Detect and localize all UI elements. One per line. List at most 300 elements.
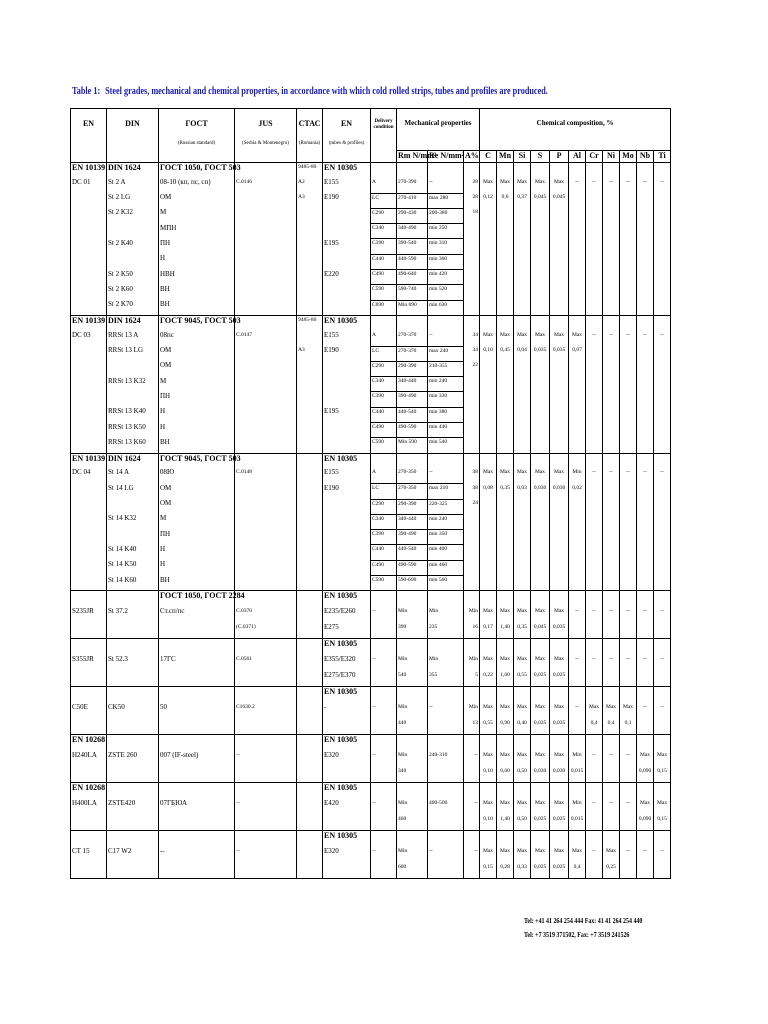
cell-chem — [531, 591, 550, 607]
cell-jus — [235, 208, 297, 223]
cell-chem — [531, 438, 550, 453]
cell-din: St 14 K40 — [107, 545, 159, 560]
cell-en2: EN 10305 — [323, 687, 371, 703]
cell-chem: 0,60 — [497, 767, 514, 783]
cell-jus — [235, 767, 297, 783]
cell-del: LC — [371, 346, 397, 361]
cell-chem: Max — [480, 751, 497, 767]
cell-chem: Min — [569, 468, 586, 483]
cell-chem — [586, 361, 603, 376]
cell-chem — [637, 671, 654, 687]
cell-en2 — [323, 530, 371, 545]
cell-din — [107, 719, 159, 735]
cell-en — [71, 438, 107, 453]
cell-chem — [497, 361, 514, 376]
cell-chem — [620, 285, 637, 300]
cell-din: C17 W2 — [107, 847, 159, 863]
cell-a — [464, 831, 480, 847]
cell-chem — [637, 361, 654, 376]
cell-chem — [497, 163, 514, 178]
cell-chem — [569, 639, 586, 655]
cell-gost: 08пс — [159, 331, 235, 346]
cell-jus — [235, 687, 297, 703]
cell-en2 — [323, 208, 371, 223]
cell-chem: 0,035 — [550, 623, 569, 639]
cell-a — [464, 270, 480, 285]
cell-gost: Н — [159, 545, 235, 560]
cell-chem — [654, 407, 671, 422]
cell-chem: 0,4 — [586, 719, 603, 735]
cell-chem: 0,035 — [550, 719, 569, 735]
cell-en2 — [323, 285, 371, 300]
cell-chem — [654, 423, 671, 438]
cell-en: EN 10139 — [71, 163, 107, 178]
cell-en — [71, 639, 107, 655]
cell-chem — [550, 163, 569, 178]
cell-chem: 0,10 — [480, 767, 497, 783]
cell-chem — [654, 591, 671, 607]
cell-chem — [620, 687, 637, 703]
cell-din: St 52.3 — [107, 655, 159, 671]
cell-chem — [569, 438, 586, 453]
cell-chem — [531, 735, 550, 751]
cell-stas — [297, 671, 323, 687]
cell-chem — [586, 514, 603, 529]
cell-chem: -- — [620, 847, 637, 863]
cell-del: C340 — [371, 224, 397, 239]
cell-gost: М — [159, 208, 235, 223]
cell-a — [464, 163, 480, 178]
cell-chem — [637, 545, 654, 560]
cell-a — [464, 735, 480, 751]
contact-footer — [524, 914, 642, 942]
cell-chem — [620, 623, 637, 639]
cell-jus: -- — [235, 847, 297, 863]
cell-chem — [497, 639, 514, 655]
cell-gost — [159, 815, 235, 831]
cell-chem: 0,030 — [550, 484, 569, 499]
cell-chem — [569, 560, 586, 575]
cell-chem — [603, 453, 620, 468]
cell-chem: 1,40 — [497, 815, 514, 831]
cell-chem — [550, 285, 569, 300]
cell-chem — [586, 453, 603, 468]
cell-chem — [569, 239, 586, 254]
cell-a: 34 — [464, 346, 480, 361]
cell-chem: Max — [550, 655, 569, 671]
cell-del: -- — [371, 607, 397, 623]
cell-re: min 240 — [428, 514, 464, 529]
header-re: Re N/mm² — [428, 151, 464, 163]
cell-chem: Max — [497, 847, 514, 863]
cell-chem — [603, 545, 620, 560]
cell-en2: E320 — [323, 751, 371, 767]
cell-chem — [637, 453, 654, 468]
cell-chem: Max — [550, 751, 569, 767]
cell-chem — [531, 239, 550, 254]
cell-chem — [603, 639, 620, 655]
cell-chem — [569, 831, 586, 847]
cell-stas: A3 — [297, 193, 323, 208]
cell-chem — [550, 514, 569, 529]
cell-chem — [569, 193, 586, 208]
cell-en2: E190 — [323, 484, 371, 499]
cell-chem — [569, 208, 586, 223]
cell-chem: Max — [550, 331, 569, 346]
cell-chem — [569, 163, 586, 178]
cell-chem: Max — [514, 847, 531, 863]
cell-chem: Max — [514, 751, 531, 767]
cell-chem — [586, 687, 603, 703]
cell-del — [371, 783, 397, 799]
cell-chem: Max — [637, 799, 654, 815]
cell-chem — [603, 438, 620, 453]
cell-a — [464, 407, 480, 422]
cell-chem: -- — [603, 331, 620, 346]
cell-jus — [235, 193, 297, 208]
cell-chem: 0,55 — [514, 671, 531, 687]
cell-chem — [654, 270, 671, 285]
cell-chem — [550, 361, 569, 376]
cell-stas — [297, 735, 323, 751]
cell-stas — [297, 484, 323, 499]
cell-chem — [480, 163, 497, 178]
cell-chem: Max — [480, 178, 497, 193]
cell-chem — [514, 514, 531, 529]
cell-chem — [637, 576, 654, 591]
header-el-mn: Mn — [497, 151, 514, 163]
cell-a: 38 — [464, 484, 480, 499]
cell-chem — [620, 346, 637, 361]
cell-chem — [620, 499, 637, 514]
cell-rm — [397, 639, 428, 655]
cell-re: min 380 — [428, 407, 464, 422]
caption-text: Steel grades, mechanical and chemical properties, in accordance with which cold rolled strips, tubes and profiles are produced. — [105, 86, 548, 97]
cell-stas — [297, 639, 323, 655]
cell-chem — [620, 576, 637, 591]
cell-en2: EN 10305 — [323, 735, 371, 751]
cell-chem — [550, 576, 569, 591]
table-row — [71, 224, 671, 239]
cell-re: -- — [428, 468, 464, 483]
cell-din — [107, 499, 159, 514]
cell-din: St 37.2 — [107, 607, 159, 623]
cell-del — [371, 863, 397, 879]
cell-chem: -- — [586, 751, 603, 767]
cell-chem — [531, 407, 550, 422]
cell-rm: Min — [397, 751, 428, 767]
cell-chem — [531, 285, 550, 300]
cell-chem — [654, 639, 671, 655]
cell-chem — [603, 254, 620, 269]
cell-rm: 390-490 — [397, 530, 428, 545]
cell-chem — [514, 783, 531, 799]
cell-chem: 0,030 — [531, 767, 550, 783]
cell-del — [371, 591, 397, 607]
cell-en2 — [323, 560, 371, 575]
cell-chem — [586, 254, 603, 269]
cell-chem: 0,28 — [497, 863, 514, 879]
cell-rm: Min 690 — [397, 300, 428, 315]
cell-din — [107, 767, 159, 783]
cell-stas — [297, 300, 323, 315]
cell-chem — [603, 484, 620, 499]
cell-gost: -- — [159, 847, 235, 863]
cell-rm: Min — [397, 703, 428, 719]
cell-en: EN 10139 — [71, 315, 107, 330]
cell-rm — [397, 315, 428, 330]
cell-chem — [497, 315, 514, 330]
cell-jus — [235, 783, 297, 799]
cell-chem: Max — [550, 703, 569, 719]
cell-jus — [235, 863, 297, 879]
cell-chem — [514, 315, 531, 330]
cell-chem — [637, 224, 654, 239]
cell-rm: 440-540 — [397, 545, 428, 560]
cell-chem — [654, 863, 671, 879]
cell-en — [71, 239, 107, 254]
cell-en2: E275/E370 — [323, 671, 371, 687]
cell-en: S355JR — [71, 655, 107, 671]
cell-stas: A2 — [297, 178, 323, 193]
cell-chem: 0,4 — [603, 719, 620, 735]
cell-chem — [654, 545, 671, 560]
cell-stas — [297, 377, 323, 392]
cell-chem — [637, 863, 654, 879]
cell-chem — [514, 300, 531, 315]
cell-en2: E195 — [323, 407, 371, 422]
cell-re: -- — [428, 703, 464, 719]
cell-chem: -- — [569, 655, 586, 671]
cell-gost — [159, 687, 235, 703]
table-row — [71, 178, 671, 193]
cell-chem: 0,035 — [531, 346, 550, 361]
cell-chem — [637, 783, 654, 799]
cell-chem — [497, 831, 514, 847]
cell-gost: ОМ — [159, 484, 235, 499]
cell-chem — [569, 514, 586, 529]
cell-chem — [569, 530, 586, 545]
cell-gost: ВН — [159, 300, 235, 315]
cell-en — [71, 514, 107, 529]
cell-chem — [480, 377, 497, 392]
cell-rm: 270-350 — [397, 468, 428, 483]
cell-gost: 17ГС — [159, 655, 235, 671]
cell-chem — [637, 346, 654, 361]
table-row — [71, 545, 671, 560]
cell-chem — [569, 591, 586, 607]
cell-stas — [297, 545, 323, 560]
cell-chem: -- — [569, 703, 586, 719]
cell-chem — [531, 545, 550, 560]
cell-chem — [654, 687, 671, 703]
cell-din — [107, 639, 159, 655]
cell-stas — [297, 239, 323, 254]
cell-en: EN 10139 — [71, 453, 107, 468]
cell-en2 — [323, 361, 371, 376]
cell-chem — [480, 499, 497, 514]
cell-stas — [297, 815, 323, 831]
cell-chem: 0,025 — [531, 671, 550, 687]
cell-chem — [586, 767, 603, 783]
cell-chem — [620, 300, 637, 315]
contact-line-1: Tel: +41 41 264 254 444 Fax: 41 41 264 254 440 — [524, 917, 643, 925]
cell-jus — [235, 530, 297, 545]
cell-gost: ГОСТ 1050, ГОСТ 2284 — [159, 591, 235, 607]
cell-chem: -- — [586, 178, 603, 193]
cell-en2 — [323, 438, 371, 453]
cell-del: C290 — [371, 499, 397, 514]
cell-del — [371, 767, 397, 783]
cell-jus — [235, 407, 297, 422]
cell-re: min 330 — [428, 392, 464, 407]
cell-en2 — [323, 815, 371, 831]
cell-gost: ВН — [159, 438, 235, 453]
cell-re: 220-325 — [428, 499, 464, 514]
cell-chem — [569, 576, 586, 591]
cell-chem — [586, 270, 603, 285]
cell-jus — [235, 377, 297, 392]
table-row — [71, 346, 671, 361]
cell-chem — [620, 639, 637, 655]
cell-en — [71, 687, 107, 703]
cell-jus — [235, 163, 297, 178]
cell-chem — [514, 163, 531, 178]
cell-chem: 0,45 — [497, 346, 514, 361]
cell-chem — [550, 783, 569, 799]
cell-chem — [620, 863, 637, 879]
cell-en — [71, 208, 107, 223]
cell-stas — [297, 847, 323, 863]
header-a: A% — [464, 151, 480, 163]
cell-a — [464, 254, 480, 269]
cell-chem — [620, 815, 637, 831]
cell-chem: Max — [569, 331, 586, 346]
cell-chem — [514, 453, 531, 468]
cell-chem: -- — [569, 607, 586, 623]
cell-re: min 420 — [428, 270, 464, 285]
cell-chem — [569, 623, 586, 639]
cell-chem — [514, 361, 531, 376]
header-din: DIN — [107, 109, 159, 151]
cell-gost — [159, 623, 235, 639]
table-row — [71, 576, 671, 591]
cell-gost: ОМ — [159, 499, 235, 514]
cell-chem: Max — [514, 607, 531, 623]
cell-chem — [637, 239, 654, 254]
cell-stas — [297, 767, 323, 783]
header-delivery: Delivery condition — [371, 109, 397, 163]
cell-chem — [480, 831, 497, 847]
cell-gost: М — [159, 377, 235, 392]
cell-chem — [620, 453, 637, 468]
cell-chem: Max — [497, 655, 514, 671]
cell-chem — [603, 361, 620, 376]
cell-chem — [586, 639, 603, 655]
cell-chem — [603, 576, 620, 591]
cell-chem: Max — [654, 751, 671, 767]
cell-chem: 0,12 — [480, 193, 497, 208]
cell-chem: 1,60 — [497, 671, 514, 687]
cell-jus — [235, 300, 297, 315]
cell-gost: ВН — [159, 576, 235, 591]
cell-a — [464, 423, 480, 438]
cell-din: St 2 K70 — [107, 300, 159, 315]
cell-re: 355 — [428, 671, 464, 687]
cell-chem — [654, 453, 671, 468]
cell-din: ZSTE 260 — [107, 751, 159, 767]
cell-stas — [297, 285, 323, 300]
cell-chem — [531, 270, 550, 285]
table-row — [71, 499, 671, 514]
cell-chem — [637, 719, 654, 735]
cell-chem — [480, 438, 497, 453]
cell-en2: E355/E320 — [323, 655, 371, 671]
cell-jus — [235, 315, 297, 330]
cell-chem — [620, 315, 637, 330]
cell-chem: -- — [620, 178, 637, 193]
cell-chem — [550, 239, 569, 254]
cell-chem — [586, 863, 603, 879]
cell-chem: 0,07 — [569, 346, 586, 361]
cell-en — [71, 193, 107, 208]
cell-chem: -- — [620, 331, 637, 346]
cell-din: RRSt 13 K32 — [107, 377, 159, 392]
cell-rm: Min — [397, 799, 428, 815]
cell-chem — [637, 377, 654, 392]
cell-rm: 340-440 — [397, 514, 428, 529]
cell-del: C440 — [371, 407, 397, 422]
cell-gost — [159, 863, 235, 879]
cell-en — [71, 623, 107, 639]
cell-re — [428, 639, 464, 655]
cell-chem — [569, 254, 586, 269]
cell-chem — [620, 671, 637, 687]
cell-en — [71, 576, 107, 591]
cell-gost: НВН — [159, 270, 235, 285]
table-row — [71, 847, 671, 863]
cell-chem — [586, 484, 603, 499]
cell-del — [371, 815, 397, 831]
cell-chem: -- — [586, 655, 603, 671]
cell-chem: 0,6 — [497, 193, 514, 208]
cell-en2: E155 — [323, 178, 371, 193]
cell-a: 38 — [464, 468, 480, 483]
cell-del — [371, 453, 397, 468]
table-row — [71, 514, 671, 529]
cell-chem: 0,37 — [514, 193, 531, 208]
cell-chem — [497, 560, 514, 575]
cell-rm: 590-690 — [397, 576, 428, 591]
cell-chem — [620, 783, 637, 799]
cell-chem — [550, 423, 569, 438]
cell-chem — [514, 407, 531, 422]
cell-jus: C1630.2 — [235, 703, 297, 719]
cell-en2: EN 10305 — [323, 831, 371, 847]
cell-chem — [531, 499, 550, 514]
cell-chem — [620, 735, 637, 751]
cell-chem — [654, 484, 671, 499]
cell-chem — [497, 300, 514, 315]
header-el-ti: Ti — [654, 151, 671, 163]
cell-chem: 0,090 — [637, 815, 654, 831]
cell-a: Min — [464, 655, 480, 671]
cell-rm: 490-590 — [397, 560, 428, 575]
cell-chem — [497, 453, 514, 468]
table-row — [71, 438, 671, 453]
cell-chem — [637, 514, 654, 529]
cell-a — [464, 545, 480, 560]
